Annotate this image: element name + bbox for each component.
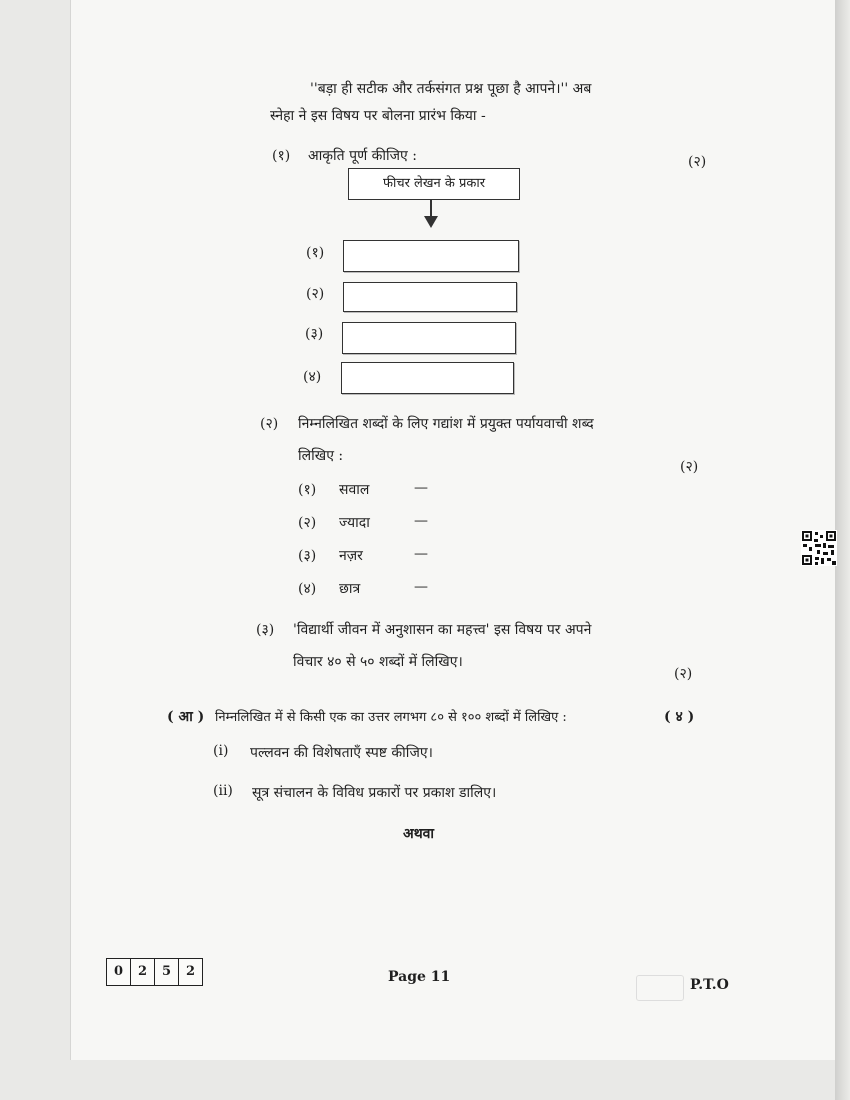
blank-box-4 <box>341 362 514 394</box>
q2-prompt-line-1: निम्नलिखित शब्दों के लिए गद्यांश में प्रयुक्त पर्यायवाची शब्द <box>298 416 594 432</box>
qr-code-icon <box>801 530 837 566</box>
section-aa-prompt: निम्नलिखित में से किसी एक का उत्तर लगभग ८० से १०० शब्दों में लिखिए : <box>215 710 567 725</box>
q1-number: (१) <box>272 148 291 164</box>
faint-stamp-box <box>636 975 684 1001</box>
option-i-text: पल्लवन की विशेषताएँ स्पष्ट कीजिए। <box>250 745 433 761</box>
q3-number: (३) <box>256 622 275 638</box>
q1-prompt: आकृति पूर्ण कीजिए : <box>308 148 417 164</box>
paper-code-digit-4: 2 <box>179 959 202 985</box>
q2-item-2-word: ज्यादा <box>339 515 370 531</box>
diagram-arrow-head <box>424 216 438 228</box>
q3-line-1: 'विद्यार्थी जीवन में अनुशासन का महत्त्व' इस विषय पर अपने <box>293 622 592 638</box>
blank-box-1-label: (१) <box>306 245 325 261</box>
q2-item-3-word: नज़र <box>339 548 363 564</box>
blank-box-2-label: (२) <box>306 286 325 302</box>
q2-item-4-number: (४) <box>298 581 317 597</box>
option-ii-number: (ii) <box>213 783 233 799</box>
q2-item-3-number: (३) <box>298 548 317 564</box>
blank-box-1 <box>343 240 519 272</box>
intro-line-1: ''बड़ा ही सटीक और तर्कसंगत प्रश्न पूछा है आपने।'' अब <box>310 81 592 97</box>
blank-box-4-label: (४) <box>303 369 322 385</box>
page-edge-shadow <box>835 0 850 1100</box>
blank-box-3 <box>342 322 516 354</box>
q2-number: (२) <box>260 416 279 432</box>
section-aa-label: ( आ ) <box>167 709 205 725</box>
section-aa-marks: ( ४ ) <box>664 709 695 725</box>
q1-marks: (२) <box>688 154 707 170</box>
blank-box-2 <box>343 282 517 312</box>
paper-code-digit-2: 2 <box>131 959 155 985</box>
q2-item-4-dash: — <box>414 579 428 595</box>
intro-line-2: स्नेहा ने इस विषय पर बोलना प्रारंभ किया - <box>270 108 486 124</box>
paper-code-box <box>106 958 203 986</box>
q3-marks: (२) <box>674 666 693 682</box>
pto-label: P.T.O <box>690 977 729 993</box>
q2-marks: (२) <box>680 459 699 475</box>
page-number: Page 11 <box>388 969 451 985</box>
q2-item-1-word: सवाल <box>339 482 370 498</box>
q2-item-1-number: (१) <box>298 482 317 498</box>
paper-code-digit-3: 5 <box>155 959 179 985</box>
q2-item-2-dash: — <box>414 513 428 529</box>
or-label: अथवा <box>403 826 435 842</box>
option-i-number: (i) <box>213 743 229 759</box>
diagram-title-box: फीचर लेखन के प्रकार <box>348 168 520 200</box>
q3-line-2: विचार ४० से ५० शब्दों में लिखिए। <box>293 654 463 670</box>
paper-code-digit-1: 0 <box>107 959 131 985</box>
diagram-arrow-line <box>430 199 432 217</box>
option-ii-text: सूत्र संचालन के विविध प्रकारों पर प्रकाश डालिए। <box>252 785 497 801</box>
q2-item-2-number: (२) <box>298 515 317 531</box>
q2-item-1-dash: — <box>414 480 428 496</box>
q2-prompt-line-2: लिखिए : <box>298 448 344 464</box>
blank-box-3-label: (३) <box>305 326 324 342</box>
exam-page <box>70 0 836 1060</box>
q2-item-4-word: छात्र <box>339 581 361 597</box>
q2-item-3-dash: — <box>414 546 428 562</box>
